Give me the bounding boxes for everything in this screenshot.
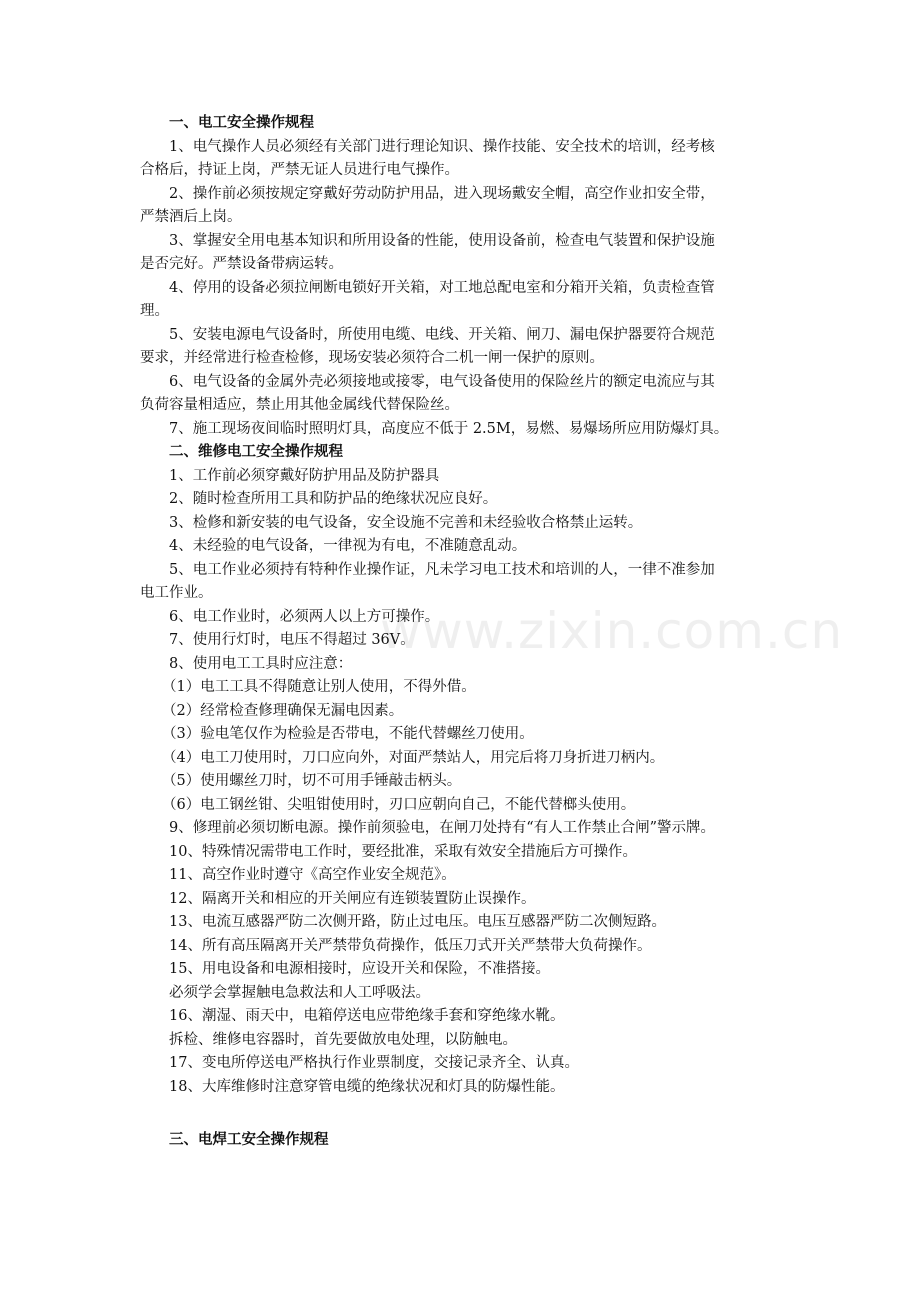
paragraph-line: 是否完好。严禁设备带病运转。: [140, 256, 343, 272]
paragraph-line: 拆检、维修电容器时，首先要做放电处理，以防触电。: [169, 1031, 517, 1048]
paragraph-line: 2、操作前必须按规定穿戴好劳动防护用品，进入现场戴安全帽，高空作业扣安全带，: [169, 185, 715, 202]
section-heading-maintenance-electrician: 二、维修电工安全操作规程: [169, 444, 343, 460]
paragraph-line: 4、未经验的电气设备，一律视为有电，不准随意乱动。: [169, 538, 527, 554]
paragraph-line: 负荷容量相适应，禁止用其他金属线代替保险丝。: [140, 397, 459, 413]
paragraph-line: 严禁酒后上岗。: [140, 209, 242, 225]
sub-item-line: （1）电工工具不得随意让别人使用，不得外借。: [162, 679, 476, 695]
paragraph-line: 7、施工现场夜间临时照明灯具，高度应不低于 2.5M，易燃、易爆场所应用防爆灯具。: [169, 420, 729, 437]
document-page: [140, 112, 788, 1153]
paragraph-line: 10、特殊情况需带电工作时，要经批准，采取有效安全措施后方可操作。: [169, 843, 637, 860]
paragraph-line: 电工作业。: [140, 585, 213, 601]
paragraph-line: 要求，并经常进行检查检修，现场安装必须符合二机一闸一保护的原则。: [140, 350, 604, 366]
paragraph-line: 15、用电设备和电源相接时，应设开关和保险，不准搭接。: [169, 961, 550, 977]
section-heading-electrician: 一、电工安全操作规程: [169, 115, 314, 131]
watermark-text: www.zixin.com.cn: [380, 602, 844, 660]
paragraph-line: 14、所有高压隔离开关严禁带负荷操作，低压刀式开关严禁带大负荷操作。: [169, 937, 652, 954]
paragraph-line: 合格后，持证上岗，严禁无证人员进行电气操作。: [140, 162, 459, 178]
paragraph-line: 3、掌握安全用电基本知识和所用设备的性能，使用设备前，检查电气装置和保护设施: [169, 232, 715, 249]
paragraph-line: 13、电流互感器严防二次侧开路，防止过电压。电压互感器严防二次侧短路。: [169, 914, 666, 930]
sub-item-line: （2）经常检查修理确保无漏电因素。: [162, 702, 404, 719]
paragraph-line: 9、修理前必须切断电源。操作前须验电，在闸刀处持有“有人工作禁止合闸”警示牌。: [169, 820, 716, 836]
paragraph-line: 8、使用电工工具时应注意：: [169, 655, 353, 672]
paragraph-line: 5、安装电源电气设备时，所使用电缆、电线、开关箱、闸刀、漏电保护器要符合规范: [169, 326, 715, 343]
paragraph-line: 18、大库维修时注意穿管电缆的绝缘状况和灯具的防爆性能。: [169, 1078, 565, 1095]
paragraph-line: 12、隔离开关和相应的开关闸应有连锁装置防止误操作。: [169, 890, 536, 907]
section-spacer: [140, 1099, 788, 1129]
sub-item-line: （4）电工刀使用时，刀口应向外，对面严禁站人，用完后将刀身折进刀柄内。: [162, 749, 665, 766]
paragraph-line: 必须学会掌握触电急救法和人工呼吸法。: [169, 984, 430, 1001]
sub-item-line: （3）验电笔仅作为检验是否带电，不能代替螺丝刀使用。: [162, 726, 534, 742]
sub-item-line: （5）使用螺丝刀时，切不可用手锤敲击柄头。: [162, 773, 462, 789]
paragraph-line: 4、停用的设备必须拉闸断电锁好开关箱，对工地总配电室和分箱开关箱，负责检查管: [169, 279, 715, 296]
paragraph-line: 11、高空作业时遵守《高空作业安全规范》。: [169, 867, 456, 883]
paragraph-line: 1、工作前必须穿戴好防护用品及防护器具: [169, 467, 440, 484]
paragraph-line: 6、电工作业时，必须两人以上方可操作。: [169, 608, 440, 625]
paragraph-line: 理。: [140, 303, 169, 319]
section-heading-welder: 三、电焊工安全操作规程: [169, 1132, 329, 1148]
paragraph-line: 17、变电所停送电严格执行作业票制度，交接记录齐全、认真。: [169, 1055, 579, 1071]
paragraph-line: 5、电工作业必须持有特种作业操作证，凡未学习电工技术和培训的人，一律不准参加: [169, 561, 715, 578]
paragraph-line: 16、潮湿、雨天中，电箱停送电应带绝缘手套和穿绝缘水靴。: [169, 1008, 565, 1024]
paragraph-line: 7、使用行灯时，电压不得超过 36V。: [169, 632, 415, 648]
paragraph-line: 6、电气设备的金属外壳必须接地或接零，电气设备使用的保险丝片的额定电流应与其: [169, 373, 715, 390]
paragraph-line: 3、检修和新安装的电气设备，安全设施不完善和未经验收合格禁止运转。: [169, 514, 643, 531]
paragraph-line: 2、随时检查所用工具和防护品的绝缘状况应良好。: [169, 491, 498, 507]
paragraph-line: 1、电气操作人员必须经有关部门进行理论知识、操作技能、安全技术的培训，经考核: [169, 138, 715, 155]
sub-item-line: （6）电工钢丝钳、尖咀钳使用时，刃口应朝向自己，不能代替榔头使用。: [162, 796, 636, 813]
